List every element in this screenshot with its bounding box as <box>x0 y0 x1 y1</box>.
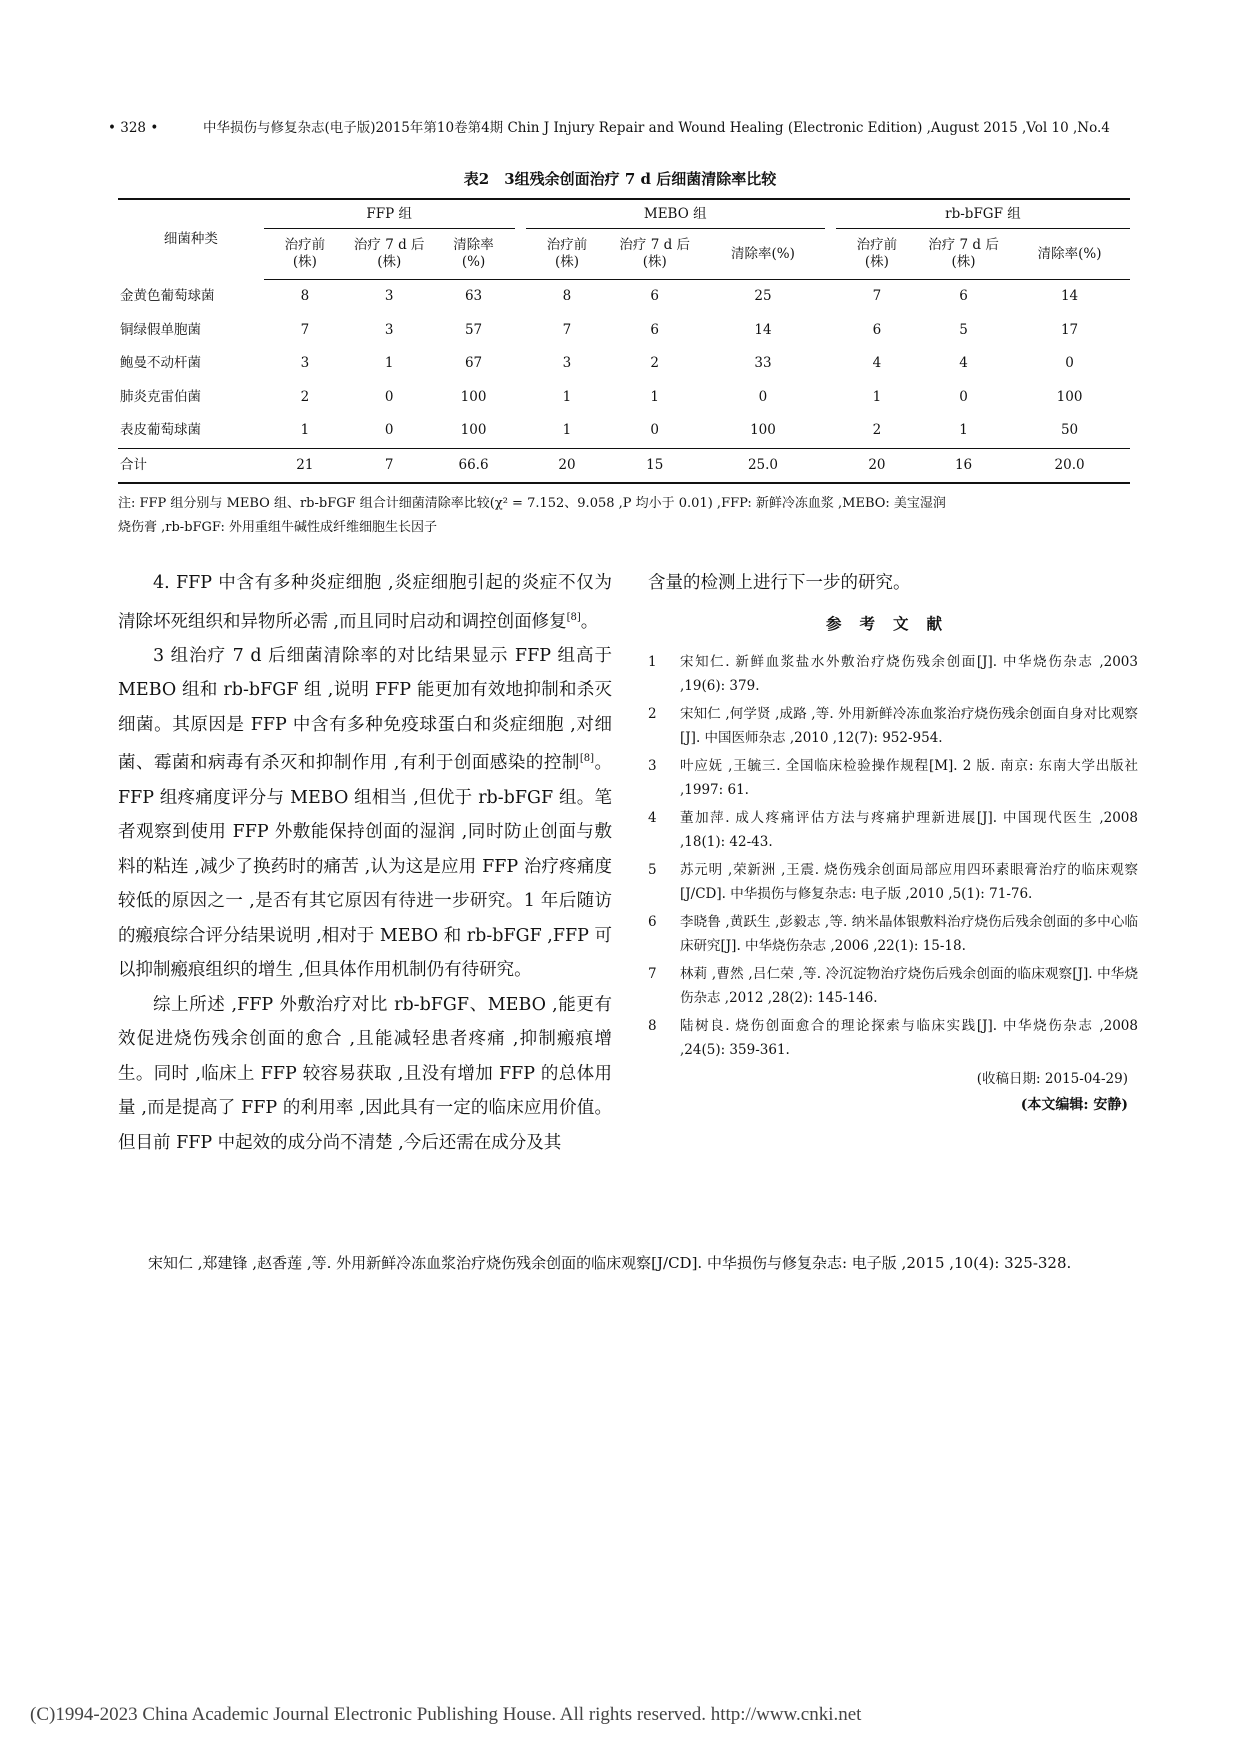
value-cell: 0 <box>384 388 394 405</box>
value-cell: 15 <box>608 448 701 483</box>
value-cell: 1 <box>650 388 660 405</box>
journal-header: 中华损伤与修复杂志(电子版)2015年第10卷第4期 Chin J Injury Repair and Wound Healing (Electronic Edition) ,August 2015 ,Vol 10 ,No.4 <box>203 120 1110 136</box>
bacteria-name-cell: 合计 <box>118 448 264 483</box>
reference-item <box>648 1014 1138 1062</box>
value-cell: 100 <box>1056 388 1083 405</box>
value-cell: 1 <box>384 355 394 372</box>
copyright-footer: (C)1994-2023 China Academic Journal Electronic Publishing House. All rights reserved. http://www.cnki.net <box>30 1704 862 1725</box>
table-row <box>118 280 1130 314</box>
reference-number: 8 <box>648 1018 657 1034</box>
subheader-rate: 清除率 (%) <box>433 229 515 280</box>
value-cell: 100 <box>460 422 487 439</box>
subheader-after: 治疗 7 d 后 (株) <box>918 229 1009 280</box>
group-header-ffp: FFP 组 <box>264 199 515 229</box>
table-row <box>118 414 1130 448</box>
table-note <box>118 492 1130 540</box>
reference-item <box>648 910 1138 958</box>
value-cell: 6 <box>650 288 660 305</box>
value-cell: 57 <box>464 321 483 338</box>
value-cell: 0 <box>959 388 968 405</box>
reference-number: 2 <box>648 706 657 722</box>
value-cell: 21 <box>264 448 346 483</box>
value-cell: 17 <box>1060 321 1079 338</box>
value-cell: 0 <box>650 422 660 439</box>
reference-text: 李晓鲁 ,黄跃生 ,彭毅志 ,等. 纳米晶体银敷料治疗烧伤后残余创面的多中心临床研究[J]. 中华烧伤杂志 ,2006 ,22(1): 15-18. <box>680 914 1138 954</box>
table-total-row <box>118 448 1130 483</box>
reference-item <box>648 754 1138 802</box>
subheader-before: 治疗前 (株) <box>836 229 918 280</box>
bacteria-name-cell: 肺炎克雷伯菌 <box>120 388 201 405</box>
value-cell: 7 <box>872 288 882 305</box>
bacteria-name-cell: 表皮葡萄球菌 <box>120 422 201 439</box>
subheader-rate: 清除率(%) <box>701 229 824 280</box>
subheader-before: 治疗前 (株) <box>264 229 346 280</box>
value-cell: 25.0 <box>701 448 824 483</box>
subheader-before: 治疗前 (株) <box>526 229 608 280</box>
running-header <box>108 116 1128 136</box>
bacteria-clearance-table <box>118 198 1130 484</box>
value-cell: 66.6 <box>433 448 515 483</box>
value-cell: 100 <box>460 388 487 405</box>
reference-item <box>648 858 1138 906</box>
references-heading: 参考文献 <box>825 614 960 633</box>
body-paragraph: 4. FFP 中含有多种炎症细胞 ,炎症细胞引起的炎症不仅为清除坏死组织和异物所必需 ,而且同时启动和调控创面修复[8]。 <box>118 573 612 632</box>
reference-number: 5 <box>648 862 657 878</box>
value-cell: 7 <box>300 321 310 338</box>
bacteria-name-cell: 铜绿假单胞菌 <box>120 321 201 338</box>
subheader-rate: 清除率(%) <box>1009 229 1130 280</box>
value-cell: 8 <box>562 288 572 305</box>
value-cell: 100 <box>750 422 776 439</box>
received-date: (收稿日期: 2015-04-29) <box>976 1071 1128 1087</box>
subheader-after: 治疗 7 d 后 (株) <box>346 229 433 280</box>
value-cell: 3 <box>300 355 310 372</box>
table-note-line: 烧伤膏 ,rb-bFGF: 外用重组牛碱性成纤维细胞生长因子 <box>118 520 437 535</box>
value-cell: 7 <box>346 448 433 483</box>
value-cell: 1 <box>872 388 882 405</box>
value-cell: 1 <box>562 422 572 439</box>
value-cell: 1 <box>959 422 968 439</box>
reference-list <box>648 650 1138 1062</box>
value-cell: 50 <box>1060 422 1079 439</box>
value-cell: 2 <box>650 355 660 372</box>
row-header-cell: 细菌种类 <box>118 199 264 280</box>
value-cell: 6 <box>959 288 968 305</box>
value-cell: 14 <box>754 321 772 338</box>
reference-text: 苏元明 ,荣新洲 ,王震. 烧伤残余创面局部应用四环素眼膏治疗的临床观察[J/CD]. 中华损伤与修复杂志: 电子版 ,2010 ,5(1): 71-76. <box>680 862 1138 902</box>
bacteria-name-cell: 鲍曼不动杆菌 <box>120 355 201 372</box>
reference-number: 4 <box>648 810 657 826</box>
value-cell: 1 <box>562 388 572 405</box>
body-left-column <box>118 566 612 1160</box>
group-header-rbbfgf: rb-bFGF 组 <box>836 199 1130 229</box>
value-cell: 16 <box>918 448 1009 483</box>
value-cell: 1 <box>300 422 310 439</box>
editor-note: (本文编辑: 安静) <box>1020 1097 1128 1113</box>
body-paragraph-continued: 含量的检测上进行下一步的研究。 <box>648 573 911 593</box>
reference-text: 宋知仁. 新鲜血浆盐水外敷治疗烧伤残余创面[J]. 中华烧伤杂志 ,2003 ,19(6): 379. <box>680 654 1138 694</box>
page-number: • 328 • <box>108 120 159 136</box>
value-cell: 3 <box>384 321 394 338</box>
reference-number: 6 <box>648 914 657 930</box>
reference-number: 1 <box>648 654 657 670</box>
table-row <box>118 347 1130 381</box>
value-cell: 14 <box>1060 288 1079 305</box>
value-cell: 7 <box>562 321 572 338</box>
value-cell: 0 <box>384 422 394 439</box>
value-cell: 67 <box>464 355 483 372</box>
value-cell: 20 <box>526 448 608 483</box>
table-row <box>118 381 1130 415</box>
value-cell: 33 <box>754 355 772 372</box>
reference-text: 陆树良. 烧伤创面愈合的理论探索与临床实践[J]. 中华烧伤杂志 ,2008 ,24(5): 359-361. <box>680 1018 1138 1058</box>
value-cell: 25 <box>754 288 772 305</box>
value-cell: 6 <box>872 321 882 338</box>
table-title: 表2 3组残余创面治疗 7 d 后细菌清除率比较 <box>463 170 777 188</box>
value-cell: 5 <box>959 321 968 338</box>
value-cell: 63 <box>464 288 483 305</box>
value-cell: 2 <box>300 388 310 405</box>
value-cell: 8 <box>300 288 310 305</box>
value-cell: 3 <box>384 288 394 305</box>
body-right-column <box>648 566 1138 1118</box>
value-cell: 6 <box>650 321 660 338</box>
value-cell: 4 <box>959 355 968 372</box>
table-row <box>118 314 1130 348</box>
bacteria-name-cell: 金黄色葡萄球菌 <box>120 288 215 304</box>
value-cell: 3 <box>562 355 572 372</box>
value-cell: 20 <box>836 448 918 483</box>
reference-item <box>648 806 1138 854</box>
reference-item <box>648 702 1138 750</box>
value-cell: 20.0 <box>1009 448 1130 483</box>
value-cell: 4 <box>872 355 882 372</box>
value-cell: 0 <box>1065 355 1074 372</box>
reference-item <box>648 650 1138 698</box>
reference-text: 董加萍. 成人疼痛评估方法与疼痛护理新进展[J]. 中国现代医生 ,2008 ,18(1): 42-43. <box>680 810 1138 850</box>
reference-text: 林莉 ,曹然 ,吕仁荣 ,等. 冷沉淀物治疗烧伤后残余创面的临床观察[J]. 中华烧伤杂志 ,2012 ,28(2): 145-146. <box>680 966 1138 1006</box>
reference-text: 叶应妩 ,王毓三. 全国临床检验操作规程[M]. 2 版. 南京: 东南大学出版社 ,1997: 61. <box>680 758 1138 798</box>
table-note-line: 注: FFP 组分别与 MEBO 组、rb-bFGF 组合计细菌清除率比较(χ² = 7.152、9.058 ,P 均小于 0.01) ,FFP: 新鲜冷冻血浆 ,MEBO: 美宝湿润 <box>118 496 946 511</box>
value-cell: 2 <box>872 422 882 439</box>
body-paragraph: 综上所述 ,FFP 外敷治疗对比 rb-bFGF、MEBO ,能更有效促进烧伤残余创面的愈合 ,且能减轻患者疼痛 ,抑制瘢痕增生。同时 ,临床上 FFP 较容易获取 ,且没有增加 FFP 的总体用量 ,而是提高了 FFP 的利用率 ,因此具有一定的临床应用价值。但目前 FFP 中起效的成分尚不清楚 ,今后还需在成分及其 <box>118 994 612 1153</box>
reference-text: 宋知仁 ,何学贤 ,成路 ,等. 外用新鲜冷冻血浆治疗烧伤残余创面自身对比观察[J]. 中国医师杂志 ,2010 ,12(7): 952-954. <box>680 706 1138 746</box>
reference-number: 7 <box>648 966 657 982</box>
value-cell: 0 <box>758 388 768 405</box>
reference-item <box>648 962 1138 1010</box>
reference-number: 3 <box>648 758 657 774</box>
article-citation: 宋知仁 ,郑建锋 ,赵香莲 ,等. 外用新鲜冷冻血浆治疗烧伤残余创面的临床观察[J/CD]. 中华损伤与修复杂志: 电子版 ,2015 ,10(4): 325-328. <box>148 1254 1072 1272</box>
body-paragraph: 3 组治疗 7 d 后细菌清除率的对比结果显示 FFP 组高于 MEBO 组和 rb-bFGF 组 ,说明 FFP 能更加有效地抑制和杀灭细菌。其原因是 FFP 中含有多种免疫球蛋白和炎症细胞 ,对细菌、霉菌和病毒有杀灭和抑制作用 ,有利于创面感染的控制[8]。FFP 组疼痛度评分与 MEBO 组相当 ,但优于 rb-bFGF 组。笔者观察到使用 FFP 外敷能保持创面的湿润 ,同时防止创面与敷料的粘连 ,减少了换药时的痛苦 ,认为这是应用 FFP 治疗疼痛度较低的原因之一 ,是否有其它原因有待进一步研究。1 年后随访的瘢痕综合评分结果说明 ,相对于 MEBO 和 rb-bFGF ,FFP 可以抑制瘢痕组织的增生 ,但具体作用机制仍有待研究。 <box>118 645 613 981</box>
subheader-after: 治疗 7 d 后 (株) <box>608 229 701 280</box>
group-header-mebo: MEBO 组 <box>526 199 825 229</box>
